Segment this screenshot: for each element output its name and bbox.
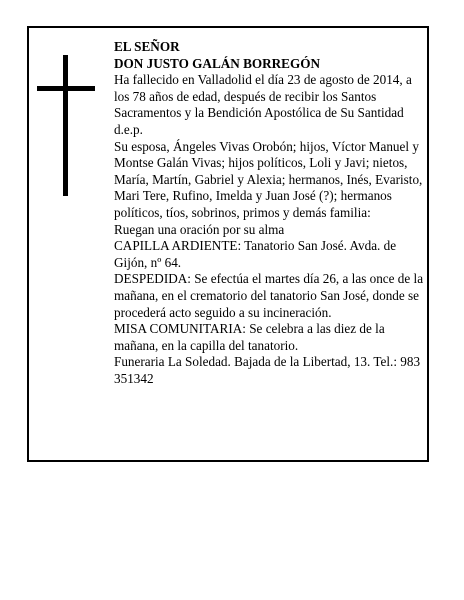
farewell-info: DESPEDIDA: Se efectúa el martes día 26, a las once de la mañana, en el crematorio del tanatorio San José, donde se procederá acto seguido a su incineración. xyxy=(114,271,424,320)
deceased-name: DON JUSTO GALÁN BORREGÓN xyxy=(114,55,321,71)
obituary-text xyxy=(114,39,426,387)
family-list: Su esposa, Ángeles Vivas Orobón; hijos, Víctor Manuel y Montse Galán Vivas; hijos políticos, Loli y Javi; nietos, María, Martín, Gabriel y Alexia; hermanos, Inés, Evaristo, Mari Tere, Rufino, Imelda y Juan José (?); hermanos políticos, tíos, sobrinos, primos y demás familia: xyxy=(114,138,423,220)
funeral-home-info: Funeraria La Soledad. Bajada de la Libertad, 13. Tel.: 983 351342 xyxy=(114,354,421,386)
chapel-info: CAPILLA ARDIENTE: Tanatorio San José. Avda. de Gijón, nº 64. xyxy=(114,238,397,270)
death-announcement: Ha fallecido en Valladolid el día 23 de agosto de 2014, a los 78 años de edad, después de recibir los Santos Sacramentos y la Bendición Apostólica de Su Santidad d.e.p. xyxy=(114,72,412,137)
notice-title: EL SEÑOR xyxy=(114,39,180,54)
cross-horizontal-bar xyxy=(37,86,95,91)
cross-vertical-bar xyxy=(63,55,68,196)
mass-info: MISA COMUNITARIA: Se celebra a las diez de la mañana, en la capilla del tanatorio. xyxy=(114,321,385,353)
prayer-request: Ruegan una oración por su alma xyxy=(114,221,285,237)
